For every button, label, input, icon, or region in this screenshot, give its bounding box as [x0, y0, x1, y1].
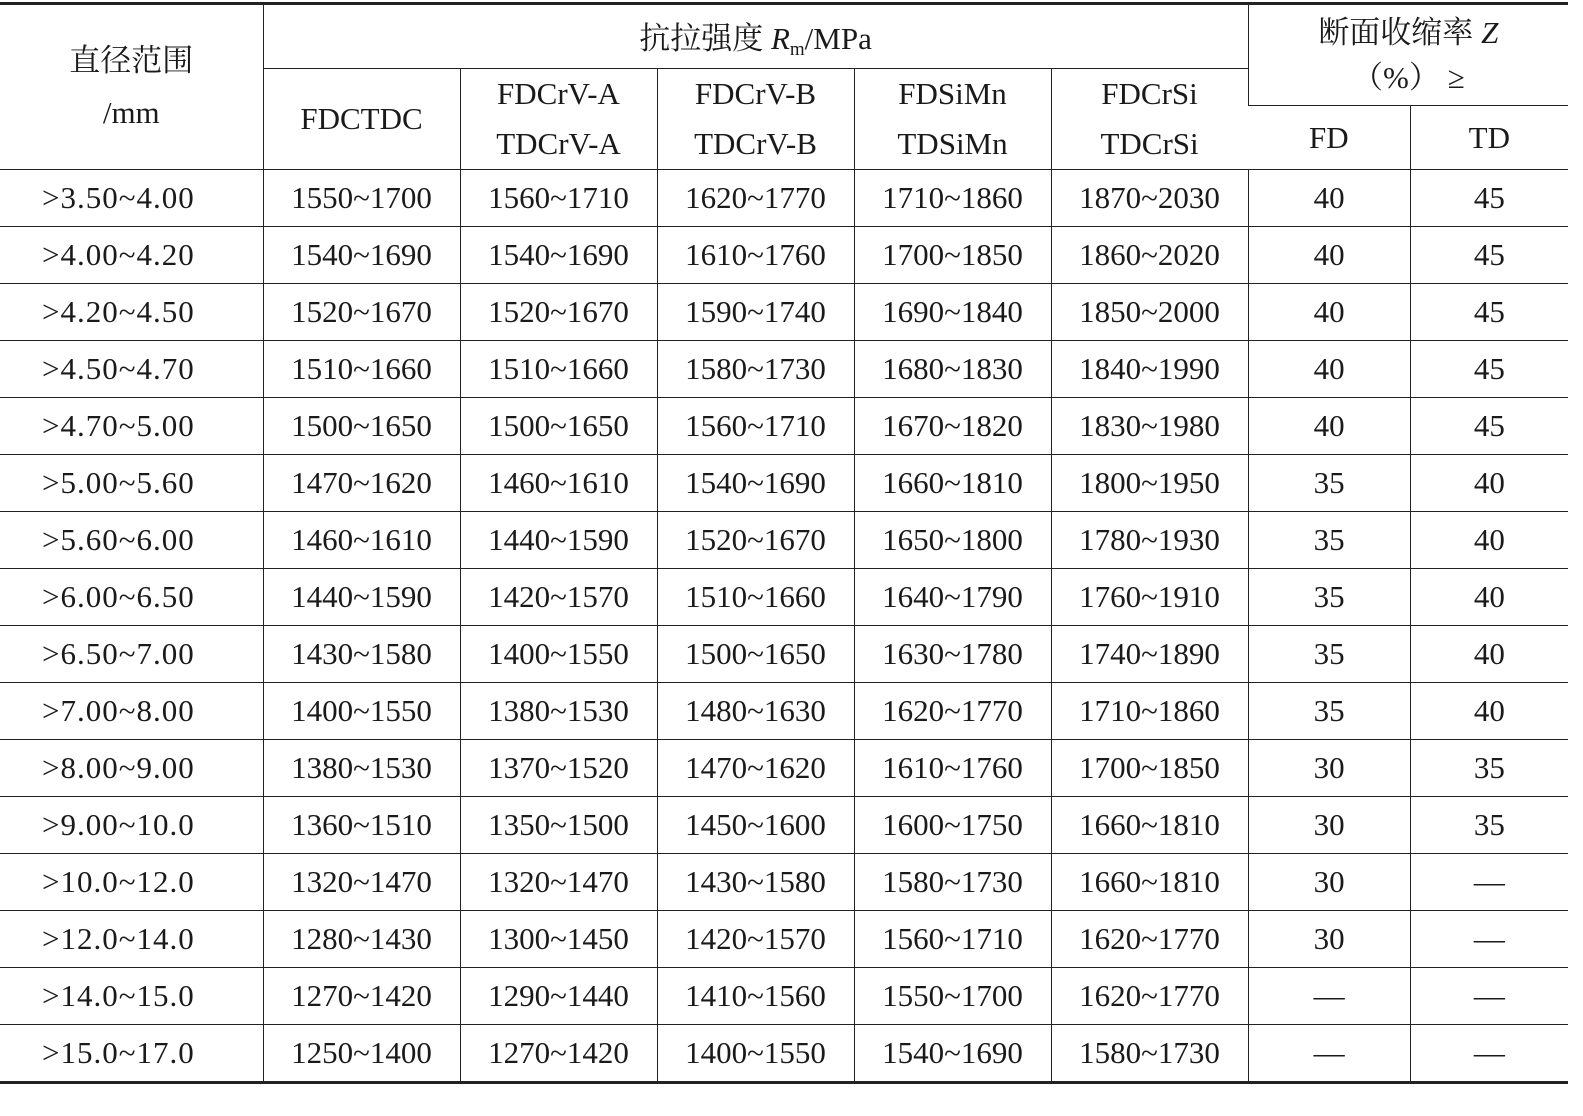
- tensile-strength-cell: 1660~1810: [1051, 854, 1248, 911]
- td-reduction-cell: 40: [1410, 455, 1568, 512]
- table-row: [0, 341, 1568, 398]
- spring-wire-properties-table: [0, 2, 1568, 1084]
- td-reduction-cell: 40: [1410, 626, 1568, 683]
- tensile-strength-cell: 1700~1850: [854, 227, 1051, 284]
- fd-reduction-cell: 35: [1248, 626, 1410, 683]
- diameter-range-cell: >6.00~6.50: [0, 569, 263, 626]
- tensile-strength-cell: 1520~1670: [460, 284, 657, 341]
- reduction-header-unit: （%） ≥: [1352, 60, 1465, 95]
- tensile-strength-cell: 1590~1740: [657, 284, 854, 341]
- grade-header-3: [657, 69, 854, 170]
- td-reduction-cell: 35: [1410, 740, 1568, 797]
- tensile-strength-cell: 1500~1650: [263, 398, 460, 455]
- td-reduction-cell: 45: [1410, 398, 1568, 455]
- tensile-strength-cell: 1550~1700: [854, 968, 1051, 1025]
- tensile-strength-cell: 1610~1760: [854, 740, 1051, 797]
- tensile-strength-cell: 1580~1730: [657, 341, 854, 398]
- tensile-strength-cell: 1320~1470: [460, 854, 657, 911]
- tensile-strength-cell: 1600~1750: [854, 797, 1051, 854]
- tensile-strength-cell: 1380~1530: [263, 740, 460, 797]
- tensile-strength-cell: 1520~1670: [263, 284, 460, 341]
- grade-header-line1: FDCTDC: [300, 101, 423, 136]
- fd-reduction-cell: —: [1248, 1025, 1410, 1083]
- td-reduction-cell: 40: [1410, 683, 1568, 740]
- tensile-strength-cell: 1400~1550: [460, 626, 657, 683]
- td-reduction-cell: 45: [1410, 284, 1568, 341]
- tensile-strength-cell: 1710~1860: [1051, 683, 1248, 740]
- td-reduction-cell: —: [1410, 911, 1568, 968]
- tensile-strength-cell: 1420~1570: [460, 569, 657, 626]
- td-reduction-cell: —: [1410, 1025, 1568, 1083]
- tensile-strength-cell: 1440~1590: [263, 569, 460, 626]
- tensile-strength-cell: 1430~1580: [263, 626, 460, 683]
- tensile-strength-cell: 1800~1950: [1051, 455, 1248, 512]
- table-row: [0, 1025, 1568, 1083]
- tensile-strength-cell: 1380~1530: [460, 683, 657, 740]
- tensile-strength-cell: 1420~1570: [657, 911, 854, 968]
- diameter-header-unit: /mm: [102, 95, 160, 130]
- grade-header-line2: TDCrV-A: [496, 126, 621, 161]
- tensile-strength-cell: 1620~1770: [854, 683, 1051, 740]
- tensile-strength-cell: 1510~1660: [460, 341, 657, 398]
- diameter-range-cell: >14.0~15.0: [0, 968, 263, 1025]
- diameter-range-cell: >8.00~9.00: [0, 740, 263, 797]
- tensile-strength-cell: 1640~1790: [854, 569, 1051, 626]
- diameter-range-cell: >4.20~4.50: [0, 284, 263, 341]
- diameter-range-cell: >6.50~7.00: [0, 626, 263, 683]
- tensile-strength-cell: 1510~1660: [657, 569, 854, 626]
- fd-reduction-cell: 30: [1248, 740, 1410, 797]
- diameter-range-cell: >3.50~4.00: [0, 170, 263, 227]
- tensile-strength-cell: 1500~1650: [460, 398, 657, 455]
- table-row: [0, 284, 1568, 341]
- tensile-strength-cell: 1540~1690: [460, 227, 657, 284]
- fd-column-header: FD: [1248, 106, 1410, 170]
- reduction-of-area-header: [1248, 4, 1568, 106]
- tensile-strength-cell: 1860~2020: [1051, 227, 1248, 284]
- tensile-strength-cell: 1580~1730: [854, 854, 1051, 911]
- reduction-header-symbol: Z: [1481, 15, 1499, 50]
- td-reduction-cell: 45: [1410, 341, 1568, 398]
- fd-reduction-cell: —: [1248, 968, 1410, 1025]
- tensile-strength-cell: 1270~1420: [263, 968, 460, 1025]
- diameter-range-cell: >10.0~12.0: [0, 854, 263, 911]
- diameter-range-cell: >5.00~5.60: [0, 455, 263, 512]
- tensile-strength-cell: 1870~2030: [1051, 170, 1248, 227]
- tensile-strength-cell: 1620~1770: [657, 170, 854, 227]
- tensile-strength-cell: 1280~1430: [263, 911, 460, 968]
- diameter-range-cell: >15.0~17.0: [0, 1025, 263, 1083]
- table-row: [0, 569, 1568, 626]
- grade-header-line2: TDCrSi: [1100, 126, 1199, 161]
- table-row: [0, 170, 1568, 227]
- fd-reduction-cell: 40: [1248, 284, 1410, 341]
- table-row: [0, 911, 1568, 968]
- table-row: [0, 398, 1568, 455]
- tensile-strength-cell: 1480~1630: [657, 683, 854, 740]
- tensile-strength-cell: 1540~1690: [263, 227, 460, 284]
- tensile-strength-cell: 1650~1800: [854, 512, 1051, 569]
- td-reduction-cell: 40: [1410, 569, 1568, 626]
- tensile-strength-cell: 1610~1760: [657, 227, 854, 284]
- diameter-range-cell: >4.70~5.00: [0, 398, 263, 455]
- td-reduction-cell: —: [1410, 968, 1568, 1025]
- tensile-strength-cell: 1370~1520: [460, 740, 657, 797]
- diameter-range-cell: >4.00~4.20: [0, 227, 263, 284]
- tensile-strength-cell: 1320~1470: [263, 854, 460, 911]
- tensile-strength-cell: 1270~1420: [460, 1025, 657, 1083]
- fd-reduction-cell: 30: [1248, 911, 1410, 968]
- tensile-strength-cell: 1550~1700: [263, 170, 460, 227]
- table-row: [0, 968, 1568, 1025]
- tensile-strength-cell: 1430~1580: [657, 854, 854, 911]
- grade-header-line1: FDCrV-A: [497, 76, 620, 111]
- grade-header-1: [263, 69, 460, 170]
- tensile-strength-cell: 1670~1820: [854, 398, 1051, 455]
- fd-reduction-cell: 40: [1248, 227, 1410, 284]
- tensile-header-subscript: m: [789, 38, 805, 60]
- tensile-strength-cell: 1360~1510: [263, 797, 460, 854]
- table-row: [0, 683, 1568, 740]
- tensile-strength-cell: 1630~1780: [854, 626, 1051, 683]
- grade-header-5: [1051, 69, 1248, 170]
- tensile-strength-cell: 1400~1550: [263, 683, 460, 740]
- diameter-range-header: [0, 4, 263, 170]
- diameter-range-cell: >4.50~4.70: [0, 341, 263, 398]
- td-reduction-cell: 45: [1410, 227, 1568, 284]
- table-row: [0, 227, 1568, 284]
- fd-reduction-cell: 35: [1248, 455, 1410, 512]
- tensile-strength-cell: 1250~1400: [263, 1025, 460, 1083]
- table-row: [0, 512, 1568, 569]
- tensile-strength-cell: 1560~1710: [460, 170, 657, 227]
- grade-header-line1: FDCrV-B: [694, 76, 817, 111]
- tensile-header-unit: /MPa: [804, 20, 872, 56]
- tensile-header-prefix: 抗拉强度: [639, 20, 771, 56]
- diameter-range-cell: >9.00~10.0: [0, 797, 263, 854]
- grade-header-line1: FDSiMn: [898, 76, 1007, 111]
- tensile-strength-cell: 1680~1830: [854, 341, 1051, 398]
- tensile-strength-cell: 1470~1620: [263, 455, 460, 512]
- tensile-strength-cell: 1660~1810: [1051, 797, 1248, 854]
- grade-header-line2: TDCrV-B: [694, 126, 817, 161]
- grade-header-line1: FDCrSi: [1101, 76, 1198, 111]
- tensile-strength-cell: 1460~1610: [263, 512, 460, 569]
- fd-reduction-cell: 40: [1248, 341, 1410, 398]
- diameter-range-cell: >12.0~14.0: [0, 911, 263, 968]
- tensile-strength-cell: 1560~1710: [657, 398, 854, 455]
- diameter-range-cell: >7.00~8.00: [0, 683, 263, 740]
- td-reduction-cell: 40: [1410, 512, 1568, 569]
- tensile-strength-cell: 1450~1600: [657, 797, 854, 854]
- table-body: [0, 170, 1568, 1083]
- tensile-strength-cell: 1510~1660: [263, 341, 460, 398]
- tensile-strength-cell: 1540~1690: [657, 455, 854, 512]
- tensile-strength-cell: 1300~1450: [460, 911, 657, 968]
- tensile-strength-cell: 1500~1650: [657, 626, 854, 683]
- td-column-header: TD: [1410, 106, 1568, 170]
- tensile-strength-cell: 1400~1550: [657, 1025, 854, 1083]
- td-reduction-cell: 35: [1410, 797, 1568, 854]
- tensile-strength-cell: 1710~1860: [854, 170, 1051, 227]
- grade-header-4: [854, 69, 1051, 170]
- fd-reduction-cell: 40: [1248, 398, 1410, 455]
- tensile-strength-cell: 1470~1620: [657, 740, 854, 797]
- tensile-strength-cell: 1830~1980: [1051, 398, 1248, 455]
- tensile-strength-cell: 1460~1610: [460, 455, 657, 512]
- fd-reduction-cell: 35: [1248, 512, 1410, 569]
- tensile-strength-cell: 1740~1890: [1051, 626, 1248, 683]
- reduction-header-prefix: 断面收缩率: [1318, 15, 1482, 50]
- tensile-strength-cell: 1440~1590: [460, 512, 657, 569]
- td-reduction-cell: —: [1410, 854, 1568, 911]
- tensile-strength-cell: 1690~1840: [854, 284, 1051, 341]
- grade-header-2: [460, 69, 657, 170]
- tensile-strength-cell: 1520~1670: [657, 512, 854, 569]
- tensile-strength-cell: 1700~1850: [1051, 740, 1248, 797]
- tensile-strength-cell: 1580~1730: [1051, 1025, 1248, 1083]
- tensile-strength-header: [263, 4, 1248, 69]
- tensile-strength-cell: 1840~1990: [1051, 341, 1248, 398]
- td-reduction-cell: 45: [1410, 170, 1568, 227]
- tensile-strength-cell: 1410~1560: [657, 968, 854, 1025]
- table-row: [0, 626, 1568, 683]
- tensile-strength-cell: 1350~1500: [460, 797, 657, 854]
- tensile-strength-cell: 1660~1810: [854, 455, 1051, 512]
- diameter-header-label: 直径范围: [69, 43, 194, 78]
- tensile-header-symbol: R: [770, 20, 790, 56]
- tensile-strength-cell: 1850~2000: [1051, 284, 1248, 341]
- fd-reduction-cell: 35: [1248, 683, 1410, 740]
- tensile-strength-cell: 1780~1930: [1051, 512, 1248, 569]
- fd-reduction-cell: 40: [1248, 170, 1410, 227]
- tensile-strength-cell: 1290~1440: [460, 968, 657, 1025]
- table-row: [0, 455, 1568, 512]
- tensile-strength-cell: 1560~1710: [854, 911, 1051, 968]
- table-row: [0, 854, 1568, 911]
- fd-reduction-cell: 30: [1248, 797, 1410, 854]
- table-row: [0, 740, 1568, 797]
- fd-reduction-cell: 30: [1248, 854, 1410, 911]
- tensile-strength-cell: 1540~1690: [854, 1025, 1051, 1083]
- table-row: [0, 797, 1568, 854]
- tensile-strength-cell: 1620~1770: [1051, 968, 1248, 1025]
- diameter-range-cell: >5.60~6.00: [0, 512, 263, 569]
- grade-header-line2: TDSiMn: [897, 126, 1008, 161]
- tensile-strength-cell: 1620~1770: [1051, 911, 1248, 968]
- fd-reduction-cell: 35: [1248, 569, 1410, 626]
- tensile-strength-cell: 1760~1910: [1051, 569, 1248, 626]
